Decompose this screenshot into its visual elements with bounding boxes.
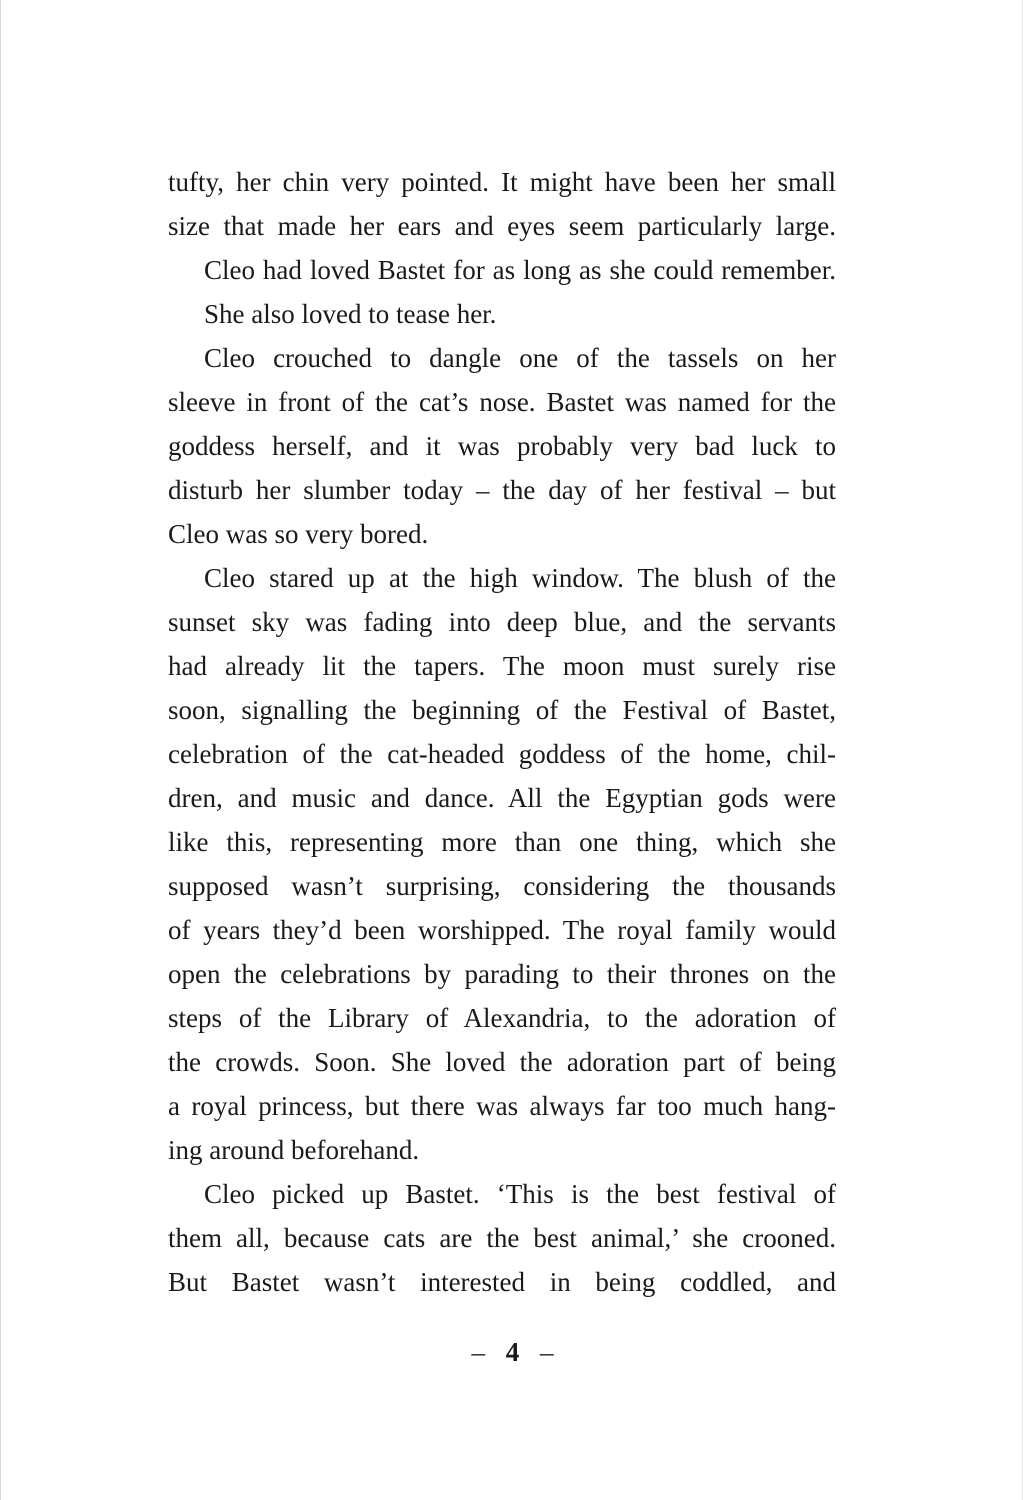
page-number: 4	[505, 1337, 520, 1367]
text-line: had already lit the tapers. The moon must surely rise	[168, 651, 836, 681]
text-line: size that made her ears and eyes seem particularly large.	[168, 211, 836, 241]
text-line: goddess herself, and it was probably very bad luck to	[168, 431, 836, 461]
text-line: ing around beforehand.	[168, 1135, 420, 1165]
text-line: tufty, her chin very pointed. It might have been her small	[168, 167, 836, 197]
text-line: Cleo stared up at the high window. The blush of the	[204, 563, 836, 593]
text-line: disturb her slumber today – the day of her festival – but	[168, 475, 836, 505]
text-line: them all, because cats are the best animal,’ she crooned.	[168, 1223, 836, 1253]
text-line: Cleo had loved Bastet for as long as she could remember.	[204, 255, 836, 285]
text-line: Cleo picked up Bastet. ‘This is the best festival of	[204, 1179, 836, 1209]
text-line: the crowds. Soon. She loved the adoration part of being	[168, 1047, 836, 1077]
text-line: Cleo was so very bored.	[168, 519, 429, 549]
text-line: Cleo crouched to dangle one of the tassels on her	[204, 343, 836, 373]
text-line: open the celebrations by parading to their thrones on the	[168, 959, 836, 989]
text-line: sunset sky was fading into deep blue, and the servants	[168, 607, 836, 637]
page-number-footer	[1, 1337, 1023, 1368]
body-text	[168, 160, 836, 1304]
folio-dash-right: –	[540, 1337, 554, 1367]
text-line: She also loved to tease her.	[204, 299, 497, 329]
text-line: But Bastet wasn’t interested in being coddled, and	[168, 1267, 836, 1297]
text-line: supposed wasn’t surprising, considering the thousands	[168, 871, 836, 901]
text-line: like this, representing more than one thing, which she	[168, 827, 836, 857]
text-line: a royal princess, but there was always far too much hang-	[168, 1091, 836, 1121]
text-line: steps of the Library of Alexandria, to the adoration of	[168, 1003, 836, 1033]
text-line: celebration of the cat-headed goddess of the home, chil-	[168, 739, 836, 769]
text-line: soon, signalling the beginning of the Festival of Bastet,	[168, 695, 836, 725]
folio-dash-left: –	[471, 1337, 485, 1367]
text-line: of years they’d been worshipped. The royal family would	[168, 915, 836, 945]
text-line: sleeve in front of the cat’s nose. Bastet was named for the	[168, 387, 836, 417]
text-line: dren, and music and dance. All the Egyptian gods were	[168, 783, 836, 813]
